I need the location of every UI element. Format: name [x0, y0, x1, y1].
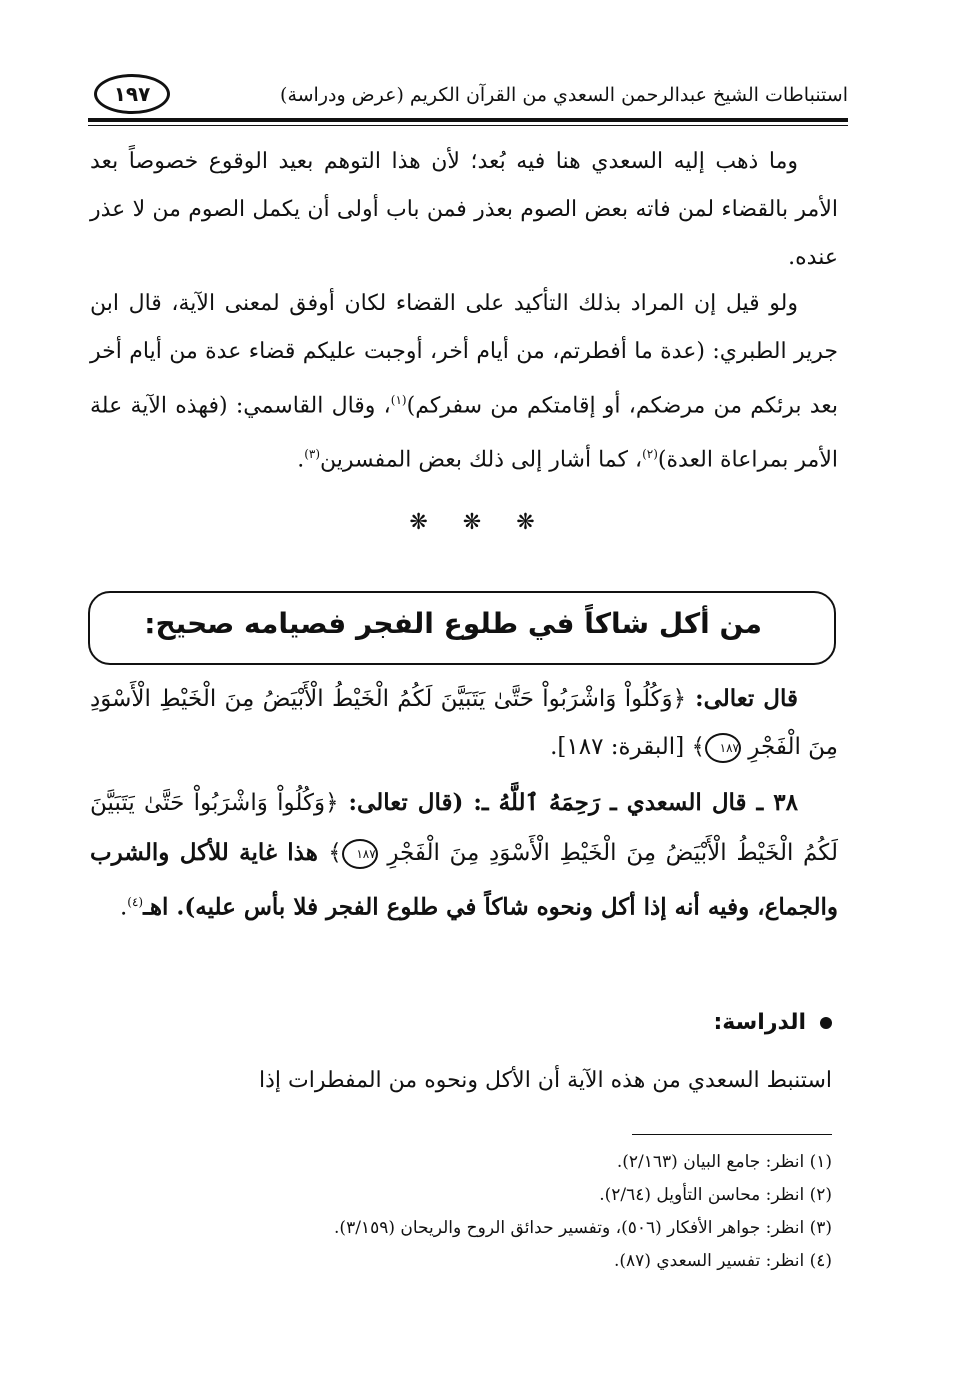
page-number-badge: ١٩٧ — [94, 74, 170, 114]
entry-lead: (قال تعالى: — [338, 789, 464, 816]
footnote-ref-1[interactable]: (١) — [390, 393, 407, 407]
running-title: استنباطات الشيخ عبدالرحمن السعدي من القرآن الكريم (عرض ودراسة) — [280, 84, 848, 106]
footnote-4: (٤) انظر: تفسير السعدي (٨٧). — [614, 1251, 832, 1271]
paragraph-2-text-a: ولو قيل إن المراد بذلك التأكيد على القضاء لكان أوفق لمعنى الآية، قال ابن جرير الطبري: (عدة ما أفطرتم، من أيام أخر، أوجبت عليكم قضاء عدة من أيام أخر بعد برئكم من مرضكم، أو إقامتكم من سفركم) — [90, 291, 838, 419]
verse-close-bracket: ﴾ — [691, 734, 705, 760]
footnote-divider — [632, 1134, 832, 1135]
entry-38 — [90, 778, 838, 933]
study-heading — [714, 1010, 833, 1035]
footnote-ref-3[interactable]: (٣) — [304, 447, 321, 462]
footnote-2: (٢) انظر: محاسن التأويل (٢/٦٤). — [599, 1185, 832, 1205]
entry-close-bracket: ﴾ — [328, 840, 342, 866]
footnote-1: (١) انظر: جامع البيان (٢/١٦٣). — [616, 1152, 832, 1172]
verse-lead: قال تعالى: — [686, 685, 799, 712]
paragraph-2-text-c: ، كما أشار إلى ذلك بعض المفسرين — [320, 447, 643, 473]
study-heading-text: الدراسة: — [713, 1010, 806, 1035]
ayah-number-icon: ١٨٧ — [705, 733, 741, 763]
footnotes — [334, 1146, 832, 1278]
entry-number: ٣٨ ـ قال السعدي ـ رَحِمَهُ ٱللَّهُ ـ: — [463, 789, 798, 816]
study-text-line: استنبط السعدي من هذه الآية أن الأكل ونحوه من المفطرات إذا — [258, 1068, 832, 1093]
paragraph-2-text-d: . — [297, 447, 305, 473]
paragraph-1-text: وما ذهب إليه السعدي هنا فيه بُعد؛ لأن هذا التوهم بعيد الوقوع خصوصاً بعد الأمر بالقضاء لمن فاته بعض الصوم بعذر فمن باب أولى أن يكمل الصوم من لا عذر عنده. — [90, 149, 838, 270]
footnote-ref-4[interactable]: (٤) — [127, 895, 144, 909]
entry-text: هذا غاية للأكل والشرب والجماع، وفيه أنه إذا أكل ونحوه شاكاً في طلوع الفجر فلا بأس عليه). اهـ — [90, 839, 838, 921]
section-title: من أكل شاكاً في طلوع الفجر فصيامه صحيح: — [144, 607, 762, 640]
paragraph-2-text-b: ، وقال القاسمي: (فهذه الآية علة الأمر بمراعاة العدة) — [90, 393, 838, 473]
verse-source: [البقرة: ١٨٧]. — [550, 734, 692, 760]
footnote-3: (٣) انظر: جواهر الأفكار (٥٠٦)، وتفسير حدائق الروح والريحان (٣/١٥٩). — [334, 1218, 832, 1238]
page-header — [88, 70, 848, 120]
section-heading-box — [88, 591, 836, 665]
entry-quran-text: ﴿وَكُلُواْ وَاشْرَبُواْ حَتَّىٰ يَتَبَيَّنَ لَكُمُ الْخَيْطُ الْأَبْيَضُ مِنَ الْخَيْطِ الْأَسْوَدِ مِنَ الْفَجْرِ — [90, 790, 839, 866]
footnote-ref-2[interactable]: (٢) — [642, 447, 658, 462]
bullet-icon — [820, 1017, 832, 1029]
verse-quran-text: ﴿وَكُلُواْ وَاشْرَبُواْ حَتَّىٰ يَتَبَيَّنَ لَكُمُ الْخَيْطُ الْأَبْيَضُ مِنَ الْخَيْطِ الْأَسْوَدِ مِنَ الْفَجْرِ — [90, 686, 838, 760]
study-text — [152, 1058, 832, 1104]
header-rule-thick — [88, 118, 848, 122]
separator-stars: ❋ ❋ ❋ — [409, 510, 549, 535]
entry-end: . — [119, 894, 128, 921]
paragraph-2 — [90, 280, 838, 485]
verse-paragraph — [90, 675, 838, 771]
header-rule-thin — [88, 125, 848, 126]
paragraph-1 — [90, 138, 838, 282]
ayah-number-icon: ١٨٧ — [342, 839, 378, 869]
